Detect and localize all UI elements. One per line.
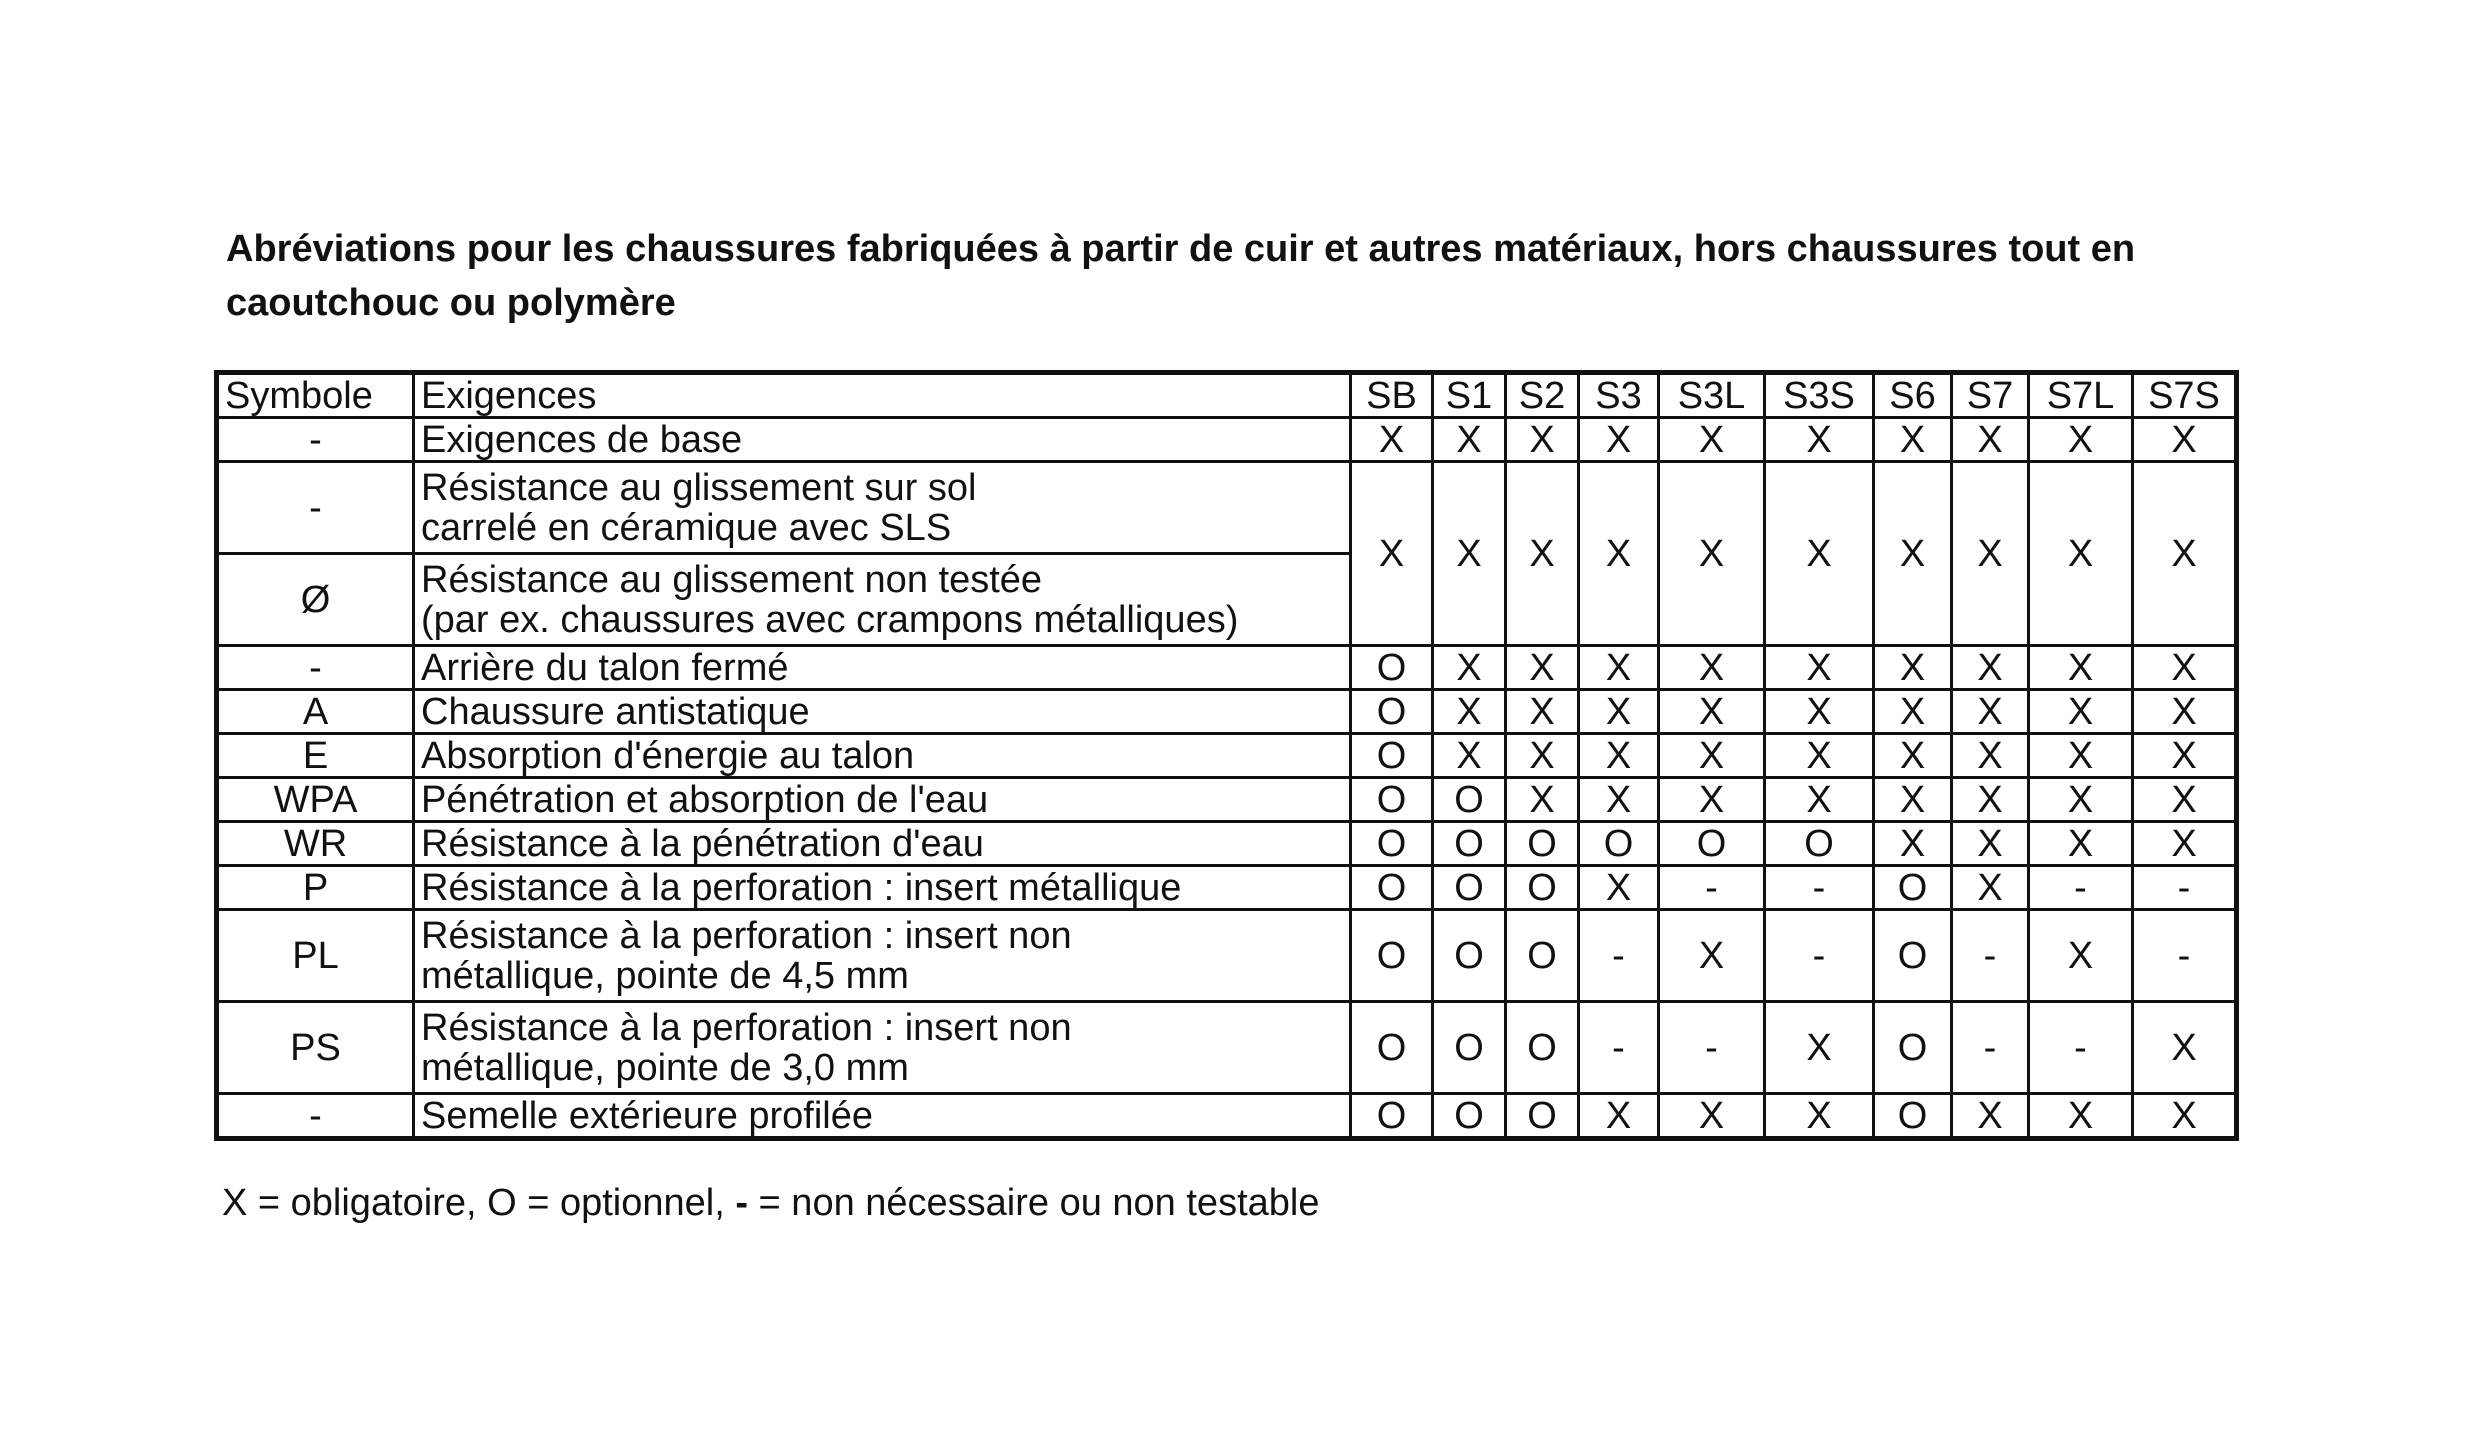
header-category: S2	[1506, 373, 1579, 418]
mark-cell: O	[1351, 778, 1433, 822]
header-category: S7S	[2133, 373, 2237, 418]
mark-cell: O	[1433, 1094, 1506, 1139]
mark-cell: X	[1659, 734, 1765, 778]
requirement-line: métallique, pointe de 4,5 mm	[421, 954, 909, 997]
requirement-cell	[414, 554, 1351, 646]
mark-cell: O	[1351, 690, 1433, 734]
mark-cell: X	[1765, 1002, 1874, 1094]
mark-cell: X	[2029, 646, 2133, 690]
mark-cell: -	[1659, 866, 1765, 910]
mark-cell: O	[1433, 822, 1506, 866]
requirement-cell: Arrière du talon fermé	[414, 646, 1351, 690]
mark-cell: X	[1952, 646, 2029, 690]
mark-cell: O	[1351, 734, 1433, 778]
mark-cell: -	[1765, 866, 1874, 910]
mark-cell: X	[1659, 690, 1765, 734]
header-requirements: Exigences	[414, 373, 1351, 418]
mark-cell: X	[1506, 462, 1579, 646]
mark-cell: X	[2133, 734, 2237, 778]
table-row	[217, 778, 2237, 822]
mark-cell: X	[2133, 418, 2237, 462]
mark-cell: -	[1765, 910, 1874, 1002]
mark-cell: X	[2029, 418, 2133, 462]
symbol-cell: E	[217, 734, 414, 778]
requirement-cell: Exigences de base	[414, 418, 1351, 462]
mark-cell: X	[1433, 690, 1506, 734]
mark-cell: X	[1351, 418, 1433, 462]
mark-cell: O	[1506, 866, 1579, 910]
mark-cell: X	[1952, 1094, 2029, 1139]
mark-cell: O	[1506, 910, 1579, 1002]
mark-cell: O	[1874, 1002, 1952, 1094]
legend-dash: -	[735, 1182, 748, 1224]
mark-cell: X	[1952, 462, 2029, 646]
mark-cell: -	[2029, 866, 2133, 910]
symbol-cell: -	[217, 646, 414, 690]
mark-cell: X	[2133, 1002, 2237, 1094]
mark-cell: X	[1506, 646, 1579, 690]
header-category: S3	[1579, 373, 1659, 418]
mark-cell: X	[1506, 734, 1579, 778]
mark-cell: X	[1579, 462, 1659, 646]
mark-cell: O	[1433, 1002, 1506, 1094]
requirement-cell: Chaussure antistatique	[414, 690, 1351, 734]
table-row	[217, 822, 2237, 866]
symbol-cell: Ø	[217, 554, 414, 646]
mark-cell: X	[1579, 866, 1659, 910]
mark-cell: -	[1579, 1002, 1659, 1094]
requirement-cell: Pénétration et absorption de l'eau	[414, 778, 1351, 822]
header-category: S3S	[1765, 373, 1874, 418]
mark-cell: X	[1952, 866, 2029, 910]
mark-cell: X	[1433, 462, 1506, 646]
mark-cell: -	[1659, 1002, 1765, 1094]
symbol-cell: PL	[217, 910, 414, 1002]
mark-cell: X	[1952, 778, 2029, 822]
mark-cell: X	[2133, 1094, 2237, 1139]
table-row	[217, 462, 2237, 554]
mark-cell: X	[1579, 734, 1659, 778]
mark-cell: X	[2029, 822, 2133, 866]
mark-cell: X	[1659, 418, 1765, 462]
mark-cell: O	[1433, 778, 1506, 822]
symbol-cell: -	[217, 462, 414, 554]
mark-cell: X	[1433, 418, 1506, 462]
mark-cell: X	[1351, 462, 1433, 646]
table-row	[217, 1002, 2237, 1094]
mark-cell: X	[2029, 778, 2133, 822]
mark-cell: X	[2133, 778, 2237, 822]
mark-cell: X	[1952, 822, 2029, 866]
requirement-cell	[414, 462, 1351, 554]
mark-cell: X	[1579, 778, 1659, 822]
mark-cell: X	[2029, 462, 2133, 646]
mark-cell: X	[1579, 690, 1659, 734]
mark-cell: O	[1351, 910, 1433, 1002]
mark-cell: X	[1765, 734, 1874, 778]
mark-cell: X	[1874, 418, 1952, 462]
mark-cell: X	[1659, 462, 1765, 646]
mark-cell: X	[1952, 418, 2029, 462]
legend-footnote	[222, 1178, 1319, 1228]
header-category: S7L	[2029, 373, 2133, 418]
mark-cell: O	[1351, 866, 1433, 910]
mark-cell: X	[2133, 462, 2237, 646]
mark-cell: X	[1874, 462, 1952, 646]
mark-cell: X	[1659, 1094, 1765, 1139]
symbol-cell: -	[217, 418, 414, 462]
safety-footwear-table	[214, 370, 2239, 1141]
mark-cell: O	[1351, 1094, 1433, 1139]
mark-cell: -	[2029, 1002, 2133, 1094]
mark-cell: X	[1952, 690, 2029, 734]
mark-cell: X	[1579, 646, 1659, 690]
symbol-cell: PS	[217, 1002, 414, 1094]
legend-text: = non nécessaire ou non testable	[748, 1182, 1320, 1224]
mark-cell: X	[2029, 734, 2133, 778]
requirement-line: (par ex. chaussures avec crampons métalliques)	[421, 598, 1239, 641]
mark-cell: O	[1579, 822, 1659, 866]
symbol-cell: A	[217, 690, 414, 734]
mark-cell: X	[1433, 734, 1506, 778]
requirement-cell: Résistance à la perforation : insert métallique	[414, 866, 1351, 910]
header-category: S7	[1952, 373, 2029, 418]
mark-cell: O	[1433, 910, 1506, 1002]
table-row	[217, 734, 2237, 778]
mark-cell: X	[1874, 822, 1952, 866]
mark-cell: X	[2029, 690, 2133, 734]
mark-cell: X	[1659, 778, 1765, 822]
mark-cell: O	[1874, 910, 1952, 1002]
mark-cell: O	[1506, 822, 1579, 866]
mark-cell: X	[1952, 734, 2029, 778]
table-row	[217, 418, 2237, 462]
mark-cell: X	[1579, 1094, 1659, 1139]
mark-cell: X	[2133, 646, 2237, 690]
table-row	[217, 866, 2237, 910]
header-category: SB	[1351, 373, 1433, 418]
mark-cell: X	[1433, 646, 1506, 690]
header-symbol: Symbole	[217, 373, 414, 418]
requirement-line: Résistance au glissement sur sol	[421, 466, 977, 509]
mark-cell: O	[1874, 1094, 1952, 1139]
symbol-cell: P	[217, 866, 414, 910]
table-row	[217, 910, 2237, 1002]
symbol-cell: WR	[217, 822, 414, 866]
mark-cell: O	[1874, 866, 1952, 910]
document-title: Abréviations pour les chaussures fabriquées à partir de cuir et autres matériaux, hors chaussures tout en caoutchouc ou polymère	[226, 228, 2136, 324]
symbol-cell: WPA	[217, 778, 414, 822]
requirement-line: Résistance à la perforation : insert non	[421, 914, 1072, 957]
mark-cell: X	[1659, 646, 1765, 690]
mark-cell: -	[2133, 866, 2237, 910]
mark-cell: O	[1506, 1094, 1579, 1139]
mark-cell: X	[1765, 418, 1874, 462]
mark-cell: X	[1874, 778, 1952, 822]
header-category: S3L	[1659, 373, 1765, 418]
mark-cell: O	[1506, 1002, 1579, 1094]
requirement-cell	[414, 1002, 1351, 1094]
mark-cell: -	[2133, 910, 2237, 1002]
mark-cell: X	[2029, 910, 2133, 1002]
requirement-cell: Résistance à la pénétration d'eau	[414, 822, 1351, 866]
table-row	[217, 690, 2237, 734]
mark-cell: O	[1351, 822, 1433, 866]
mark-cell: X	[2029, 1094, 2133, 1139]
mark-cell: X	[1579, 418, 1659, 462]
mark-cell: O	[1351, 646, 1433, 690]
legend-text: X = obligatoire, O = optionnel,	[222, 1182, 736, 1224]
mark-cell: X	[1874, 734, 1952, 778]
mark-cell: X	[1765, 646, 1874, 690]
mark-cell: X	[1874, 690, 1952, 734]
mark-cell: X	[1506, 778, 1579, 822]
mark-cell: O	[1765, 822, 1874, 866]
requirement-line: Résistance à la perforation : insert non	[421, 1006, 1072, 1049]
requirement-cell	[414, 910, 1351, 1002]
mark-cell: X	[2133, 822, 2237, 866]
header-row	[217, 373, 2237, 418]
mark-cell: X	[2133, 690, 2237, 734]
requirement-line: métallique, pointe de 3,0 mm	[421, 1046, 909, 1089]
table-row	[217, 646, 2237, 690]
mark-cell: O	[1659, 822, 1765, 866]
mark-cell: X	[1506, 690, 1579, 734]
requirement-cell: Semelle extérieure profilée	[414, 1094, 1351, 1139]
mark-cell: -	[1952, 910, 2029, 1002]
mark-cell: X	[1765, 690, 1874, 734]
mark-cell: -	[1952, 1002, 2029, 1094]
header-category: S1	[1433, 373, 1506, 418]
mark-cell: X	[1659, 910, 1765, 1002]
mark-cell: -	[1579, 910, 1659, 1002]
mark-cell: X	[1765, 1094, 1874, 1139]
mark-cell: X	[1506, 418, 1579, 462]
mark-cell: X	[1765, 778, 1874, 822]
symbol-cell: -	[217, 1094, 414, 1139]
table-row	[217, 1094, 2237, 1139]
header-category: S6	[1874, 373, 1952, 418]
requirement-cell: Absorption d'énergie au talon	[414, 734, 1351, 778]
mark-cell: O	[1433, 866, 1506, 910]
mark-cell: X	[1874, 646, 1952, 690]
mark-cell: O	[1351, 1002, 1433, 1094]
mark-cell: X	[1765, 462, 1874, 646]
requirement-line: carrelé en céramique avec SLS	[421, 506, 952, 549]
requirement-line: Résistance au glissement non testée	[421, 558, 1043, 601]
